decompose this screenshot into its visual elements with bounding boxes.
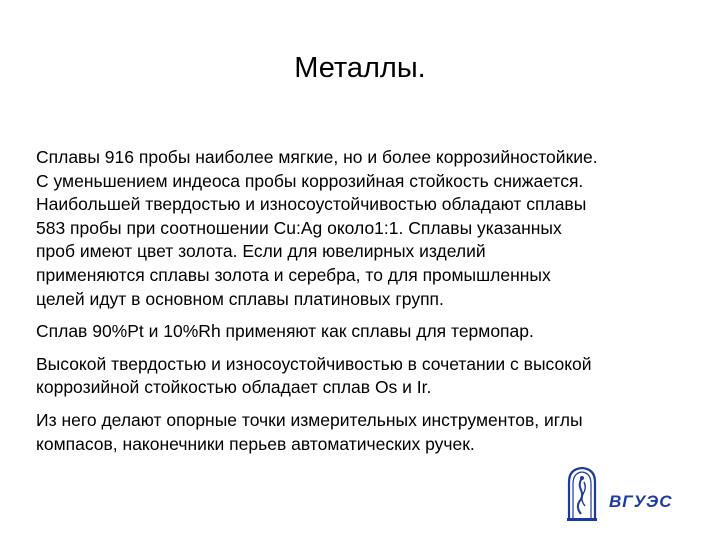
university-logo (565, 466, 685, 522)
logo-text: ВГУЭС (609, 492, 673, 511)
body-paragraph: Сплав 90%Pt и 10%Rh применяют как сплавы для термопар. (36, 321, 534, 342)
body-paragraph: Сплавы 916 пробы наиболее мягкие, но и более коррозийностойкие. С уменьшением индеоса пробы коррозийная стойкость снижается. Наибольшей твердостью и износоустойчивостью обладают сплавы 583 пробы при соотношении Cu:Ag около1:1. Сплавы указанных проб имеют цвет золота. Если для ювелирных изделий применяются сплавы золота и серебра, то для промышленных целей идут в основном сплавы платиновых групп. (36, 147, 598, 309)
university-emblem-icon (565, 466, 599, 522)
slide-body (36, 146, 686, 465)
body-paragraph: Из него делают опорные точки измерительных инструментов, иглы компасов, наконечники перьев автоматических ручек. (36, 409, 583, 454)
body-paragraph: Высокой твердостью и износоустойчивостью в сочетании с высокой коррозийной стойкостью обладает сплав Os и Ir. (36, 353, 592, 398)
slide-title: Металлы. (294, 52, 426, 84)
